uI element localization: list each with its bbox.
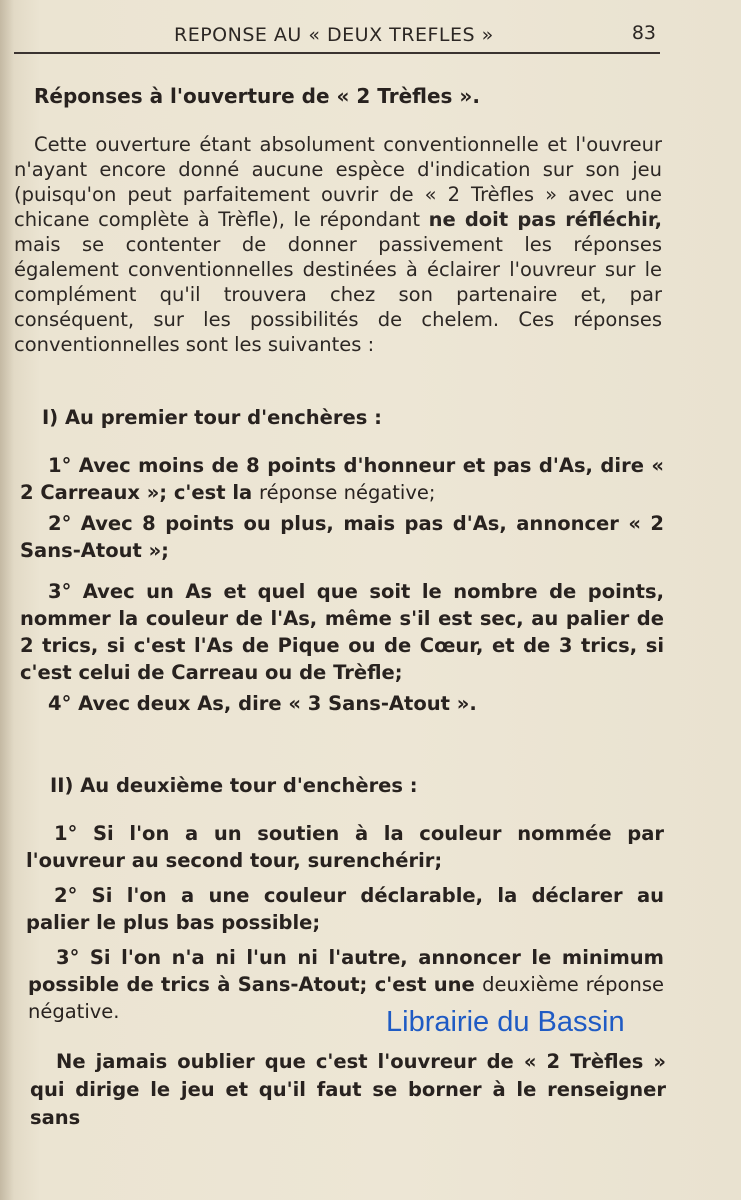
running-title: REPONSE AU « DEUX TREFLES » [174, 24, 494, 46]
section-1-title: I) Au premier tour d'enchères : [42, 406, 382, 429]
intro-text-2: mais se contenter de donner passivement les réponses également conventionnelles destinées à éclairer l'ouvreur sur le complément qu'il trouvera chez son partenaire et, par conséquent, sur les possibilités de chelem. Ces réponses conventionnelles sont les suivantes : [14, 233, 662, 356]
closing-paragraph: Ne jamais oublier que c'est l'ouvreur de « 2 Trèfles » qui dirige le jeu et qu'il faut se borner à le renseigner sans [30, 1050, 666, 1129]
watermark-text: Librairie du Bassin [386, 1006, 625, 1038]
section-1-item-1: 1° Avec moins de 8 points d'honneur et pas d'As, dire « 2 Carreaux »; c'est la réponse négative; [20, 454, 664, 504]
page-number: 83 [631, 22, 656, 44]
intro-paragraph [14, 132, 662, 357]
running-header [14, 22, 660, 54]
intro-text-1: Cette ouverture étant absolument conventionnelle et l'ouvreur n'ayant encore donné aucune espèce d'indication sur son jeu (puisqu'on peut parfaitement ouvrir de « 2 Trèfles » avec une chicane complète à Trèfle), le répondant [14, 133, 662, 231]
section-1-item-2: 2° Avec 8 points ou plus, mais pas d'As, annoncer « 2 Sans-Atout »; [20, 512, 664, 562]
section-2-item-1: 1° Si l'on a un soutien à la couleur nommée par l'ouvreur au second tour, surenchérir; [26, 822, 664, 872]
section-2-title: II) Au deuxième tour d'enchères : [50, 774, 418, 797]
intro-emphasis: ne doit pas réfléchir, [428, 208, 662, 231]
section-heading: Réponses à l'ouverture de « 2 Trèfles ». [34, 84, 480, 108]
section-2-item-3: 3° Si l'on n'a ni l'un ni l'autre, annoncer le minimum possible de trics à Sans-Atout; c'est une deuxième réponse négative. [28, 946, 664, 1023]
page-gutter-shadow [0, 0, 14, 1200]
section-2-item-2: 2° Si l'on a une couleur déclarable, la déclarer au palier le plus bas possible; [26, 884, 664, 934]
section-1-item-3: 3° Avec un As et quel que soit le nombre de points, nommer la couleur de l'As, même s'il est sec, au palier de 2 trics, si c'est l'As de Pique ou de Cœur, et de 3 trics, si c'est celui de Carreau ou de Trèfle; [20, 580, 664, 684]
section-1-item-4: 4° Avec deux As, dire « 3 Sans-Atout ». [48, 692, 477, 715]
